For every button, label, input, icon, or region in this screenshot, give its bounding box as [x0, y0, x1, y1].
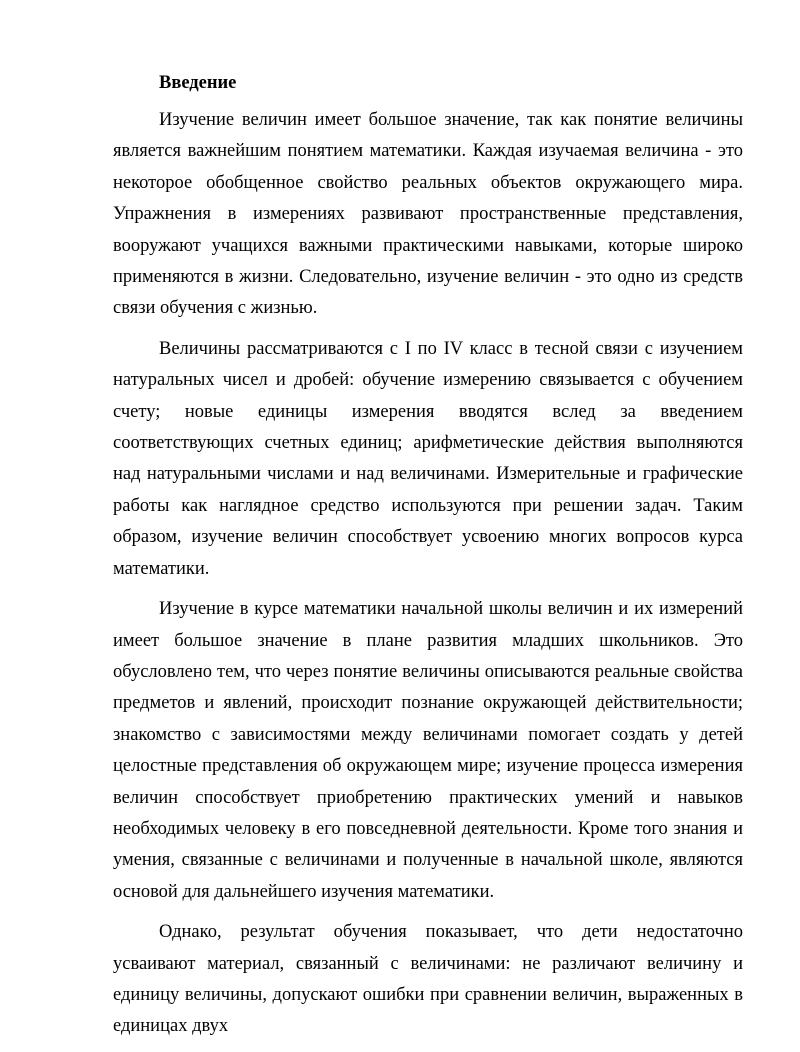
paragraph-4: Однако, результат обучения показывает, что дети недостаточно усваивают материал, связанный с величинами: не различают величину и единицу величины, допускают ошибки при сравнении величин, выраженных в единицах двух — [113, 922, 743, 1037]
section-heading: Введение — [159, 73, 237, 93]
document-page — [113, 68, 743, 1052]
paragraph-3: Изучение в курсе математики начальной школы величин и их измерений имеет большое значение в плане развития младших школьников. Это обусловлено тем, что через понятие величины описываются реальные свойства предметов и явлений, происходит познание окружающей действительности; знакомство с зависимостями между величинами помогает создать у детей целостные представления об окружающем мире; изучение процесса измерения величин способствует приобретению практических умений и навыков необходимых человеку в его повседневной деятельности. Кроме того знания и умения, связанные с величинами и полученные в начальной школе, являются основой для дальнейшего изучения математики. — [113, 599, 743, 902]
paragraph-1: Изучение величин имеет большое значение, так как понятие величины является важнейшим понятием математики. Каждая изучаемая величина - это некоторое обобщенное свойство реальных объектов окружающего мира. Упражнения в измерениях развивают пространственные представления, вооружают учащихся важными практическими навыками, которые широко применяются в жизни. Следовательно, изучение величин - это одно из средств связи обучения с жизнью. — [113, 110, 743, 319]
paragraph-2: Величины рассматриваются с I по IV класс в тесной связи с изучением натуральных чисел и дробей: обучение измерению связывается с обучением счету; новые единицы измерения вводятся вслед за введением соответствующих счетных единиц; арифметические действия выполняются над натуральными числами и над величинами. Измерительные и графические работы как наглядное средство используются при решении задач. Таким образом, изучение величин способствует усвоению многих вопросов курса математики. — [113, 338, 743, 579]
